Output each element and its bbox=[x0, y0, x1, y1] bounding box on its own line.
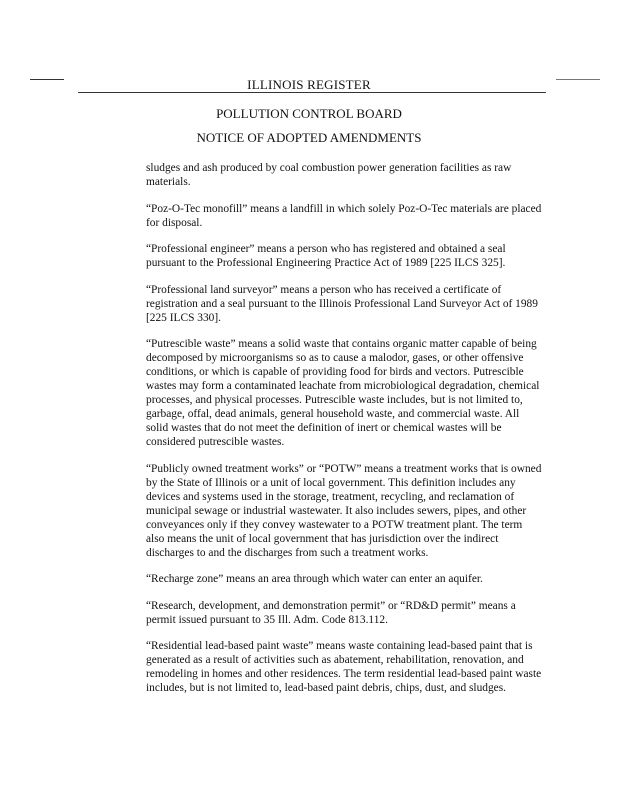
paragraph: “Residential lead-based paint waste” means waste containing lead-based paint that is generated as a result of activities such as abatement, rehabilitation, renovation, and remodeling in homes and other residences. The term residential lead-based paint waste includes, but is not limited to, lead-based paint debris, chips, dust, and sludges. bbox=[146, 640, 542, 694]
paragraph: “Publicly owned treatment works” or “POTW” means a treatment works that is owned by the State of Illinois or a unit of local government. This definition includes any devices and systems used in the storage, treatment, recycling, and reclamation of municipal sewage or industrial wastewater. It also includes sewers, pipes, and other conveyances only if they convey wastewater to a POTW treatment plant. The term also means the unit of local government that has jurisdiction over the indirect discharges to and the discharges from such a treatment works. bbox=[146, 462, 542, 559]
board-name: POLLUTION CONTROL BOARD bbox=[216, 106, 402, 121]
paragraph: “Professional land surveyor” means a person who has received a certificate of registration and a seal pursuant to the Illinois Professional Land Surveyor Act of 1989 [225 ILCS 330]. bbox=[146, 283, 538, 324]
notice-title: NOTICE OF ADOPTED AMENDMENTS bbox=[196, 130, 422, 145]
paragraph: “Professional engineer” means a person who has registered and obtained a seal pursuant to the Professional Engineering Practice Act of 1989 [225 ILCS 325]. bbox=[146, 243, 506, 269]
paragraph: “Poz-O-Tec monofill” means a landfill in which solely Poz-O-Tec materials are placed for disposal. bbox=[146, 202, 542, 229]
paragraph: sludges and ash produced by coal combustion power generation facilities as raw materials. bbox=[146, 162, 512, 188]
register-title: ILLINOIS REGISTER bbox=[247, 77, 371, 92]
paragraph: “Recharge zone” means an area through which water can enter an aquifer. bbox=[146, 573, 483, 585]
paragraph: “Research, development, and demonstration permit” or “RD&D permit” means a permit issued pursuant to 35 Ill. Adm. Code 813.112. bbox=[146, 599, 516, 626]
document-body bbox=[146, 161, 542, 708]
paragraph: “Putrescible waste” means a solid waste that contains organic matter capable of being decomposed by microorganisms so as to cause a malodor, gases, or other offensive conditions, or which is capable of providing food for birds and vectors. Putrescible wastes may form a contaminated leachate from microbiological degradation, chemical processes, and physical processes. Putrescible waste includes, but is not limited to, garbage, offal, dead animals, general household waste, and commercial waste. All solid wastes that do not meet the definition of inert or chemical wastes will be considered putrescible wastes. bbox=[146, 338, 540, 448]
